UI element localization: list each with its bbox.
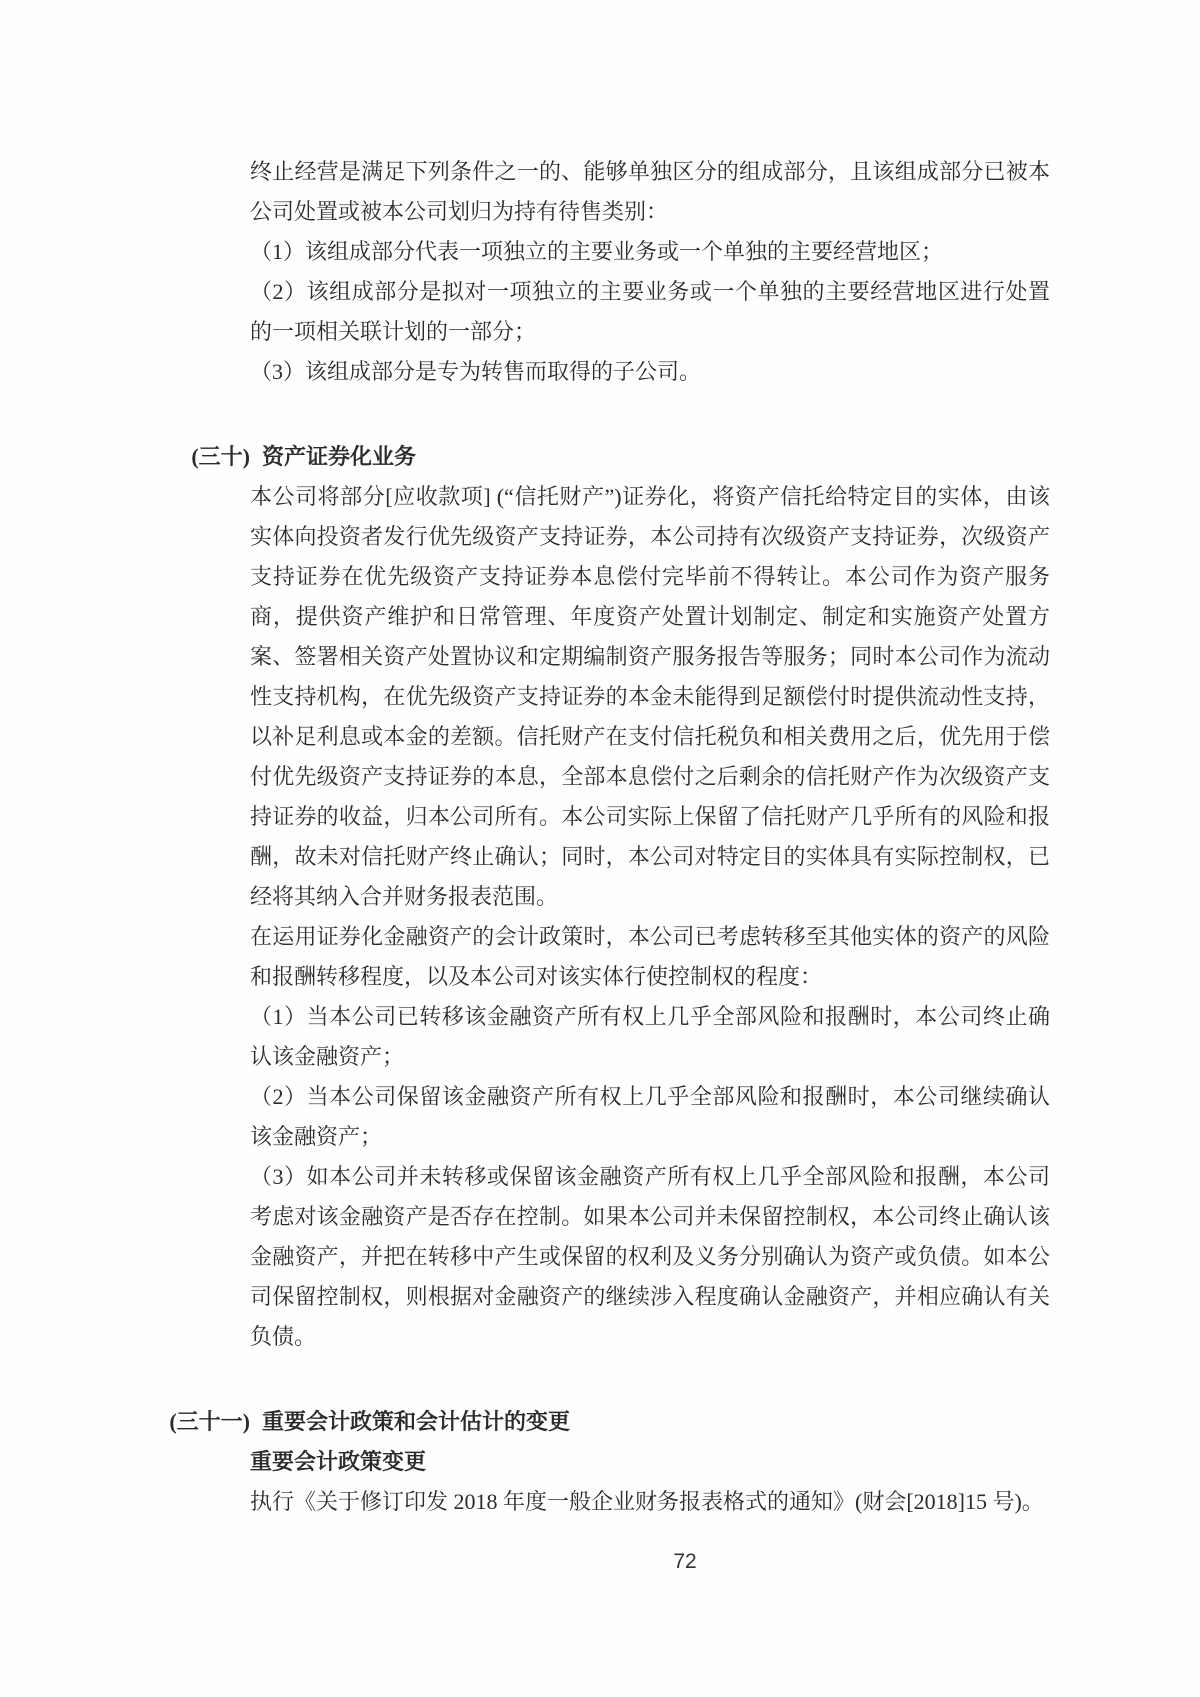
intro-item-3: （3）该组成部分是专为转售而取得的子公司。 [250,359,702,384]
intro-item-1: （1）该组成部分代表一项独立的主要业务或一个单独的主要经营地区； [250,239,944,264]
section-30-number: (三十) [191,444,250,469]
section-31-number: (三十一) [169,1409,250,1434]
section-30-heading [191,437,1050,477]
section-accounting-policy-changes [169,1402,1050,1522]
page-content [169,152,1050,1522]
section-30-item-3: （3）如本公司并未转移或保留该金融资产所有权上几乎全部风险和报酬，本公司考虑对该金融资产是否存在控制。如果本公司并未保留控制权，本公司终止确认该金融资产，并把在转移中产生或保留的权利及义务分别确认为资产或负债。如本公司保留控制权，则根据对金融资产的继续涉入程度确认金融资产，并相应确认有关负债。 [250,1164,1050,1349]
section-30-item-2: （2）当本公司保留该金融资产所有权上几乎全部风险和报酬时，本公司继续确认该金融资产； [250,1084,1050,1149]
section-31-subtitle: 重要会计政策变更 [250,1449,427,1474]
section-30-paragraph-1: 本公司将部分[应收款项] (“信托财产”)证券化，将资产信托给特定目的实体，由该实体向投资者发行优先级资产支持证券，本公司持有次级资产支持证券，次级资产支持证券在优先级资产支持证券本息偿付完毕前不得转让。本公司作为资产服务商，提供资产维护和日常管理、年度资产处置计划制定、制定和实施资产处置方案、签署相关资产处置协议和定期编制资产服务报告等服务；同时本公司作为流动性支持机构，在优先级资产支持证券的本金未能得到足额偿付时提供流动性支持，以补足利息或本金的差额。信托财产在支付信托税负和相关费用之后，优先用于偿付优先级资产支持证券的本息，全部本息偿付之后剩余的信托财产作为次级资产支持证券的收益，归本公司所有。本公司实际上保留了信托财产几乎所有的风险和报酬，故未对信托财产终止确认；同时，本公司对特定目的实体具有实际控制权，已经将其纳入合并财务报表范围。 [250,484,1050,909]
intro-lead-paragraph: 终止经营是满足下列条件之一的、能够单独区分的组成部分，且该组成部分已被本公司处置或被本公司划归为持有待售类别： [250,159,1050,224]
section-30-item-1: （1）当本公司已转移该金融资产所有权上几乎全部风险和报酬时，本公司终止确认该金融资产； [250,1004,1050,1069]
section-31-paragraph-1: 执行《关于修订印发 2018 年度一般企业财务报表格式的通知》(财会[2018]15 号)。 [250,1489,1044,1514]
section-30-title: 资产证券化业务 [262,444,417,469]
intro-section [250,152,1050,392]
page-number: 72 [673,1550,697,1573]
section-31-heading [169,1402,1050,1442]
section-asset-securitization [191,437,1050,1357]
section-31-title: 重要会计政策和会计估计的变更 [262,1409,571,1434]
section-30-paragraph-2: 在运用证券化金融资产的会计政策时，本公司已考虑转移至其他实体的资产的风险和报酬转移程度，以及本公司对该实体行使控制权的程度： [250,924,1050,989]
intro-item-2: （2）该组成部分是拟对一项独立的主要业务或一个单独的主要经营地区进行处置的一项相关联计划的一部分； [250,279,1050,344]
page-footer [250,1550,1120,1574]
